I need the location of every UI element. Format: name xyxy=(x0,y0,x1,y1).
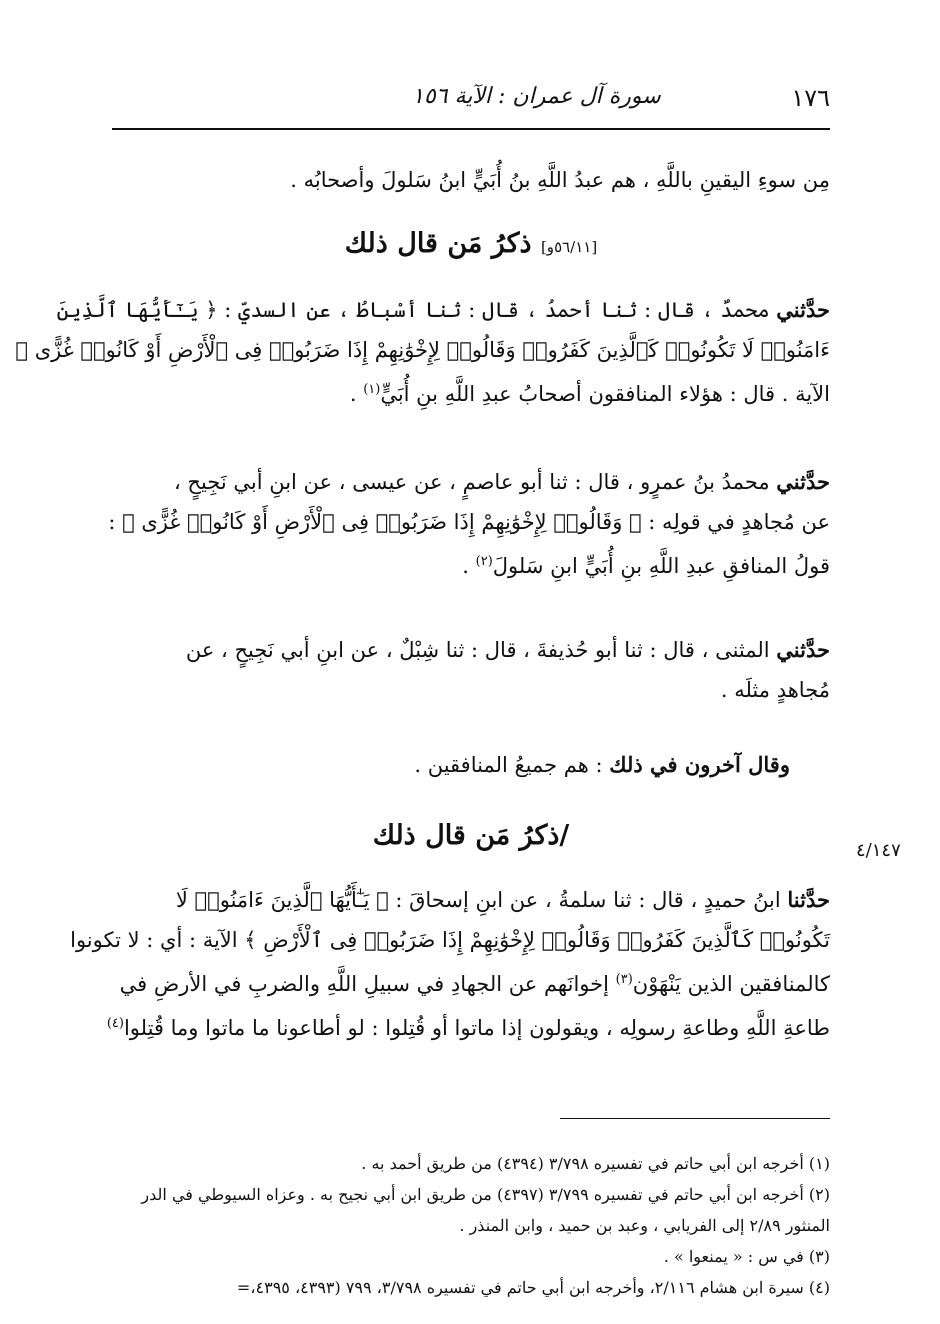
text-line xyxy=(110,630,830,670)
text-span: ابنُ حميدٍ ، قال : ثنا سلمةُ ، عن ابنِ إسحاقَ : ﴿ يَـٰٓأَيُّهَا ٱلَّذِينَ ءَامَنُوا۟ لَا xyxy=(175,888,788,912)
footnote-4: (٤) سيرة ابن هشام ٢/١١٦، وأخرجه ابن أبي حاتم في تفسيره ٣/٧٩٨، ٧٩٩ (٤٣٩٣، ٤٣٩٥،= xyxy=(236,1278,830,1297)
text-span: الآية . قال : هؤلاء المنافقون أصحابُ عبدِ اللَّهِ بنِ أُبَيٍّ xyxy=(380,382,830,406)
header-rule xyxy=(112,128,830,130)
footnote-marker: (١) xyxy=(363,382,381,397)
intro-paragraph xyxy=(110,160,830,200)
text-line xyxy=(56,290,830,330)
text-span: محمدٌ ، قال : ثنا أحمدُ ، قال : ثنا أسْباطُ ، عن السديِّ : ﴿ يَـٰٓأَيُّهَا ٱلَّذِينَ xyxy=(56,298,777,322)
text-line: مُجاهدٍ مثلَه . xyxy=(720,678,830,702)
text-line xyxy=(110,542,830,586)
margin-page-reference: ٤/١٤٧ xyxy=(856,840,901,861)
section-heading-1 xyxy=(112,228,830,259)
text-line: ءَامَنُوا۟ لَا تَكُونُوا۟ كَٱلَّذِينَ كَفَرُوا۟ وَقَالُوا۟ لِإِخْوَٰنِهِمْ إِذَا ضَرَبُوا۟ فِى ٱلْأَرْضِ أَوْ كَانُوا۟ غُزًّى ﴾ xyxy=(15,338,830,362)
text-span: قولُ المنافقِ عبدِ اللَّهِ بنِ أُبَيٍّ ابنِ سَلولَ xyxy=(492,554,830,578)
footnotes xyxy=(110,1148,830,1303)
text-span: كالمنافقين الذين يَنْهَوْن xyxy=(632,972,830,996)
heading-text: ذكرُ مَن قال ذلك xyxy=(344,228,532,259)
footnote-separator xyxy=(560,1118,830,1119)
page-number: ١٧٦ xyxy=(791,84,830,112)
text-line: مِن سوءِ اليقينِ باللَّهِ ، هم عبدُ اللَّهِ بنُ أُبَيٍّ ابنُ سَلولَ وأصحابُه . xyxy=(290,168,830,192)
text-span: طاعةِ اللَّهِ وطاعةِ رسولِه ، ويقولون إذا ماتوا أو قُتِلوا : لو أطاعونا ما ماتوا وما قُتِلوا xyxy=(123,1016,830,1040)
page-header xyxy=(112,80,830,120)
footnote-2-continued: المنثور ٢/٨٩ إلى الفريابي ، وعبد بن حميد ، وابن المنذر . xyxy=(459,1216,830,1235)
footnote-marker: (٤) xyxy=(106,1016,124,1031)
narrator-word: حدَّثني xyxy=(776,637,830,662)
text-line xyxy=(110,960,830,1004)
text-line xyxy=(110,462,830,502)
section-heading-2 xyxy=(112,820,830,851)
text-span: . xyxy=(462,554,476,578)
footnote-2: (٢) أخرجه ابن أبي حاتم في تفسيره ٣/٧٩٩ (٤٣٩٧) من طريق ابن أبي نجيح به . وعزاه السيوطي في الدر xyxy=(141,1185,830,1204)
running-title: سورة آل عمران : الآية ١٥٦ xyxy=(412,84,661,109)
narrator-word: حدَّثني xyxy=(776,297,830,322)
text-line xyxy=(110,880,830,920)
paragraph-3 xyxy=(110,630,830,710)
text-line xyxy=(106,1004,830,1048)
footnote-marker: (٢) xyxy=(475,554,493,569)
text-span: . xyxy=(349,382,364,406)
footnote-1: (١) أخرجه ابن أبي حاتم في تفسيره ٣/٧٩٨ (٤٣٩٤) من طريق أحمد به . xyxy=(361,1154,830,1173)
manuscript-ref: [٥٦/١١و] xyxy=(540,238,598,256)
paragraph-5 xyxy=(70,880,830,1048)
paragraph-1 xyxy=(15,290,830,414)
text-line xyxy=(70,745,790,785)
paragraph-4 xyxy=(70,745,790,785)
text-line: عن مُجاهدٍ في قولِه : ﴿ وَقَالُوا۟ لِإِخْوَٰنِهِمْ إِذَا ضَرَبُوا۟ فِى ٱلْأَرْضِ أَوْ كَانُوا۟ غُزًّى ﴾ : xyxy=(108,510,830,534)
text-span: : هم جميعُ المنافقين . xyxy=(414,753,610,777)
text-line xyxy=(110,370,830,414)
footnote-3: (٣) في س : « يمنعوا » . xyxy=(663,1247,830,1266)
narrator-word: حدَّثنا xyxy=(787,887,830,912)
bold-phrase: وقال آخرون في ذلك xyxy=(609,752,790,777)
text-span: إخوانَهم عن الجهادِ في سبيلِ اللَّهِ والضربِ في الأرضِ في xyxy=(119,972,616,996)
footnote-marker: (٣) xyxy=(615,972,633,987)
paragraph-2 xyxy=(110,462,830,586)
heading-text: /ذكرُ مَن قال ذلك xyxy=(372,820,570,851)
text-line: تَكُونُوا۟ كَٱلَّذِينَ كَفَرُوا۟ وَقَالُوا۟ لِإِخْوَٰنِهِمْ إِذَا ضَرَبُوا۟ فِى ٱلْأَرْضِ ﴾ الآية : أي : لا تكونوا xyxy=(70,928,830,952)
narrator-word: حدَّثني xyxy=(776,469,830,494)
text-span: المثنى ، قال : ثنا أبو حُذيفةَ ، قال : ثنا شِبْلٌ ، عن ابنِ أبي نَجِيحٍ ، عن xyxy=(185,638,777,662)
text-span: محمدُ بنُ عمرٍو ، قال : ثنا أبو عاصمٍ ، عن عيسى ، عن ابنِ أبي نَجِيحٍ ، xyxy=(173,470,777,494)
